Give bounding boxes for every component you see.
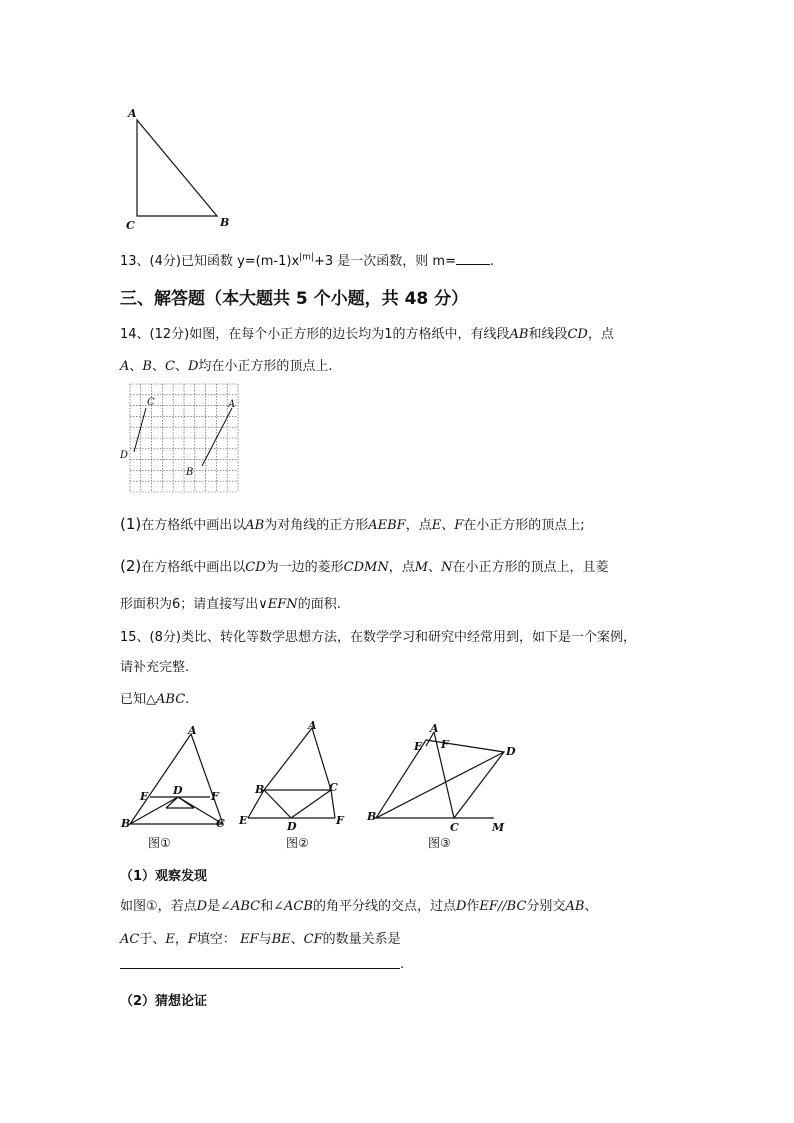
q14-sep: 、	[151, 359, 165, 374]
given-triangle: △ABC	[146, 692, 186, 707]
fig1-a: A	[188, 724, 197, 737]
part2-m: M	[414, 560, 429, 575]
q13-suffix: +3 是一次函数，则 m=	[313, 254, 456, 269]
q13-answer-blank[interactable]	[456, 252, 490, 265]
q14-ab: AB	[509, 327, 529, 342]
fig1-caption: 图①	[148, 836, 171, 850]
fig2-d: D	[287, 820, 297, 833]
obs-t12: 、	[290, 932, 304, 947]
q14-text1: 14、(12分)如图，在每个小正方形的边长均为1的方格纸中，有线段	[120, 327, 510, 342]
part1-t1: 在方格纸中画出以	[141, 518, 246, 533]
fig1-c: C	[216, 817, 225, 830]
fig3-parallelogram	[376, 740, 504, 818]
fig1-triangle	[130, 734, 223, 824]
q13-tail: .	[489, 254, 495, 269]
q14-mid: 和线段	[528, 327, 568, 342]
given-text: 已知	[120, 692, 147, 707]
q15-line2: 请补充完整.	[120, 660, 190, 675]
fig3-caption: 图③	[428, 836, 451, 850]
part1-f: F	[454, 518, 464, 533]
obs-d2: D	[455, 899, 467, 914]
part2-t5: 形面积为6；请直接写出	[120, 597, 259, 612]
q14-part2	[120, 556, 608, 575]
obs-efbc: EF//BC	[479, 899, 527, 914]
figure-3	[364, 722, 524, 852]
part2-t3: ，点	[388, 560, 415, 575]
fig1-b: B	[121, 817, 131, 830]
q14-cd: CD	[567, 327, 588, 342]
fig2-cf	[331, 790, 335, 818]
q14-line1	[120, 323, 614, 342]
part2-num: (2)	[120, 557, 142, 575]
grid-label-a: A	[228, 399, 236, 410]
figure-1	[118, 722, 238, 852]
q15-given	[120, 688, 189, 707]
q14-part2-cont	[120, 593, 341, 612]
part1-sep: 、	[441, 518, 455, 533]
fig2-cd	[291, 790, 331, 818]
obs-t1: 如图①，若点	[120, 899, 197, 914]
fig3-e: E	[414, 740, 423, 753]
fig2-bd	[264, 790, 291, 818]
figure-2	[236, 716, 356, 852]
q14-line2	[120, 355, 333, 374]
q15-obs-line1	[120, 895, 597, 914]
grid-label-c: C	[147, 397, 155, 408]
obs-d: D	[196, 899, 208, 914]
q14-pt-c: C	[164, 359, 175, 374]
part2-efn: ∨EFN	[258, 597, 298, 612]
obs-t10: 填空：	[196, 932, 236, 947]
part2-cdmn: CDMN	[343, 560, 389, 575]
q14-text2: 均在小正方形的顶点上.	[198, 359, 333, 374]
obs-t6: 分别交	[526, 899, 566, 914]
obs-cf: CF	[303, 932, 323, 947]
fig3-d: D	[506, 745, 516, 758]
part1-t2: 为对角线的正方形	[264, 518, 369, 533]
obs-t3: 和	[260, 899, 274, 914]
obs-t13: 的数量关系是	[322, 932, 401, 947]
fig2-a: A	[308, 719, 317, 732]
fig3-b: B	[367, 810, 377, 823]
fig2-b: B	[255, 783, 265, 796]
part2-sep: 、	[428, 560, 442, 575]
label-b: B	[220, 216, 230, 229]
obs-acb: ∠ACB	[273, 899, 313, 914]
obs-t8: 于、	[139, 932, 166, 947]
fig3-c: C	[450, 821, 459, 834]
q14-sep: 、	[174, 359, 188, 374]
q14-sep: 、	[129, 359, 143, 374]
q15-obs-line2	[120, 928, 401, 947]
obs-t4: 的角平分线的交点，过点	[312, 899, 456, 914]
grid-figure	[118, 380, 248, 500]
q13-prefix: 13、(4分)已知函数 y=(m-1)x	[120, 254, 300, 269]
q14-pt-a: A	[120, 359, 130, 374]
part1-aebf: AEBF	[368, 518, 406, 533]
obs-t2: 是	[207, 899, 221, 914]
obs-e: E	[165, 932, 175, 947]
part1-ab: AB	[245, 518, 265, 533]
fig2-triangle	[264, 728, 331, 790]
fig2-caption: 图②	[286, 836, 309, 850]
obs-t7: 、	[584, 899, 598, 914]
grid-label-d: D	[120, 450, 129, 461]
obs-abc: ∠ABC	[220, 899, 261, 914]
obs-t11: 与	[258, 932, 272, 947]
part1-e: E	[431, 518, 442, 533]
section-heading: 三、解答题（本大题共 5 个小题，共 48 分）	[120, 289, 469, 309]
part2-t1: 在方格纸中画出以	[141, 560, 246, 575]
fig3-f: F	[441, 738, 449, 751]
q15-sub1-heading: （1）观察发现	[120, 869, 208, 884]
fig3-a: A	[430, 722, 439, 735]
q14-pt-b: B	[142, 359, 152, 374]
part2-t2: 为一边的菱形	[265, 560, 344, 575]
part1-t3: ，点	[405, 518, 432, 533]
obs-t5: 作	[466, 899, 480, 914]
fig1-f: F	[211, 790, 219, 803]
segment-cd	[134, 408, 146, 452]
q13-line	[120, 250, 494, 269]
part2-t6: 的面积.	[297, 597, 341, 612]
obs-ac: AC	[120, 932, 140, 947]
obs-ef: EF	[240, 932, 259, 947]
part2-cd: CD	[245, 560, 266, 575]
part2-n: N	[441, 560, 453, 575]
fig1-e: E	[140, 790, 149, 803]
obs-be: BE	[271, 932, 291, 947]
part1-t4: 在小正方形的顶点上;	[463, 518, 585, 533]
fig3-m: M	[492, 821, 505, 834]
fig1-bd	[130, 797, 178, 824]
obs-ab: AB	[565, 899, 585, 914]
fig2-e: E	[239, 814, 248, 827]
obs-t9: ，	[174, 932, 188, 947]
q14-tail1: ，点	[587, 327, 614, 342]
q13-exponent: |m|	[299, 252, 314, 263]
q15-answer-end: .	[400, 957, 405, 972]
given-end: .	[185, 692, 190, 707]
segment-ab	[202, 408, 232, 466]
part1-num: (1)	[120, 515, 142, 533]
q15-line1: 15、(8分)类比、转化等数学思想方法，在数学学习和研究中经常用到，如下是一个案例，	[120, 630, 636, 645]
label-a: A	[128, 107, 137, 120]
fig1-d: D	[173, 784, 183, 797]
fig2-f: F	[336, 814, 344, 827]
triangle-abc	[137, 120, 217, 216]
fig2-c: C	[329, 781, 338, 794]
grid-label-b: B	[186, 467, 194, 478]
q15-answer-blank[interactable]	[120, 968, 400, 969]
part2-t4: 在小正方形的顶点上，且菱	[452, 560, 609, 575]
obs-f: F	[187, 932, 197, 947]
fig3-bd	[376, 752, 504, 818]
q14-part1	[120, 514, 585, 533]
q14-pt-d: D	[187, 359, 199, 374]
q15-sub2-heading: （2）猜想论证	[120, 994, 208, 1009]
right-triangle-figure	[120, 100, 240, 240]
label-c: C	[126, 219, 135, 232]
fig1-dm2	[178, 797, 194, 808]
